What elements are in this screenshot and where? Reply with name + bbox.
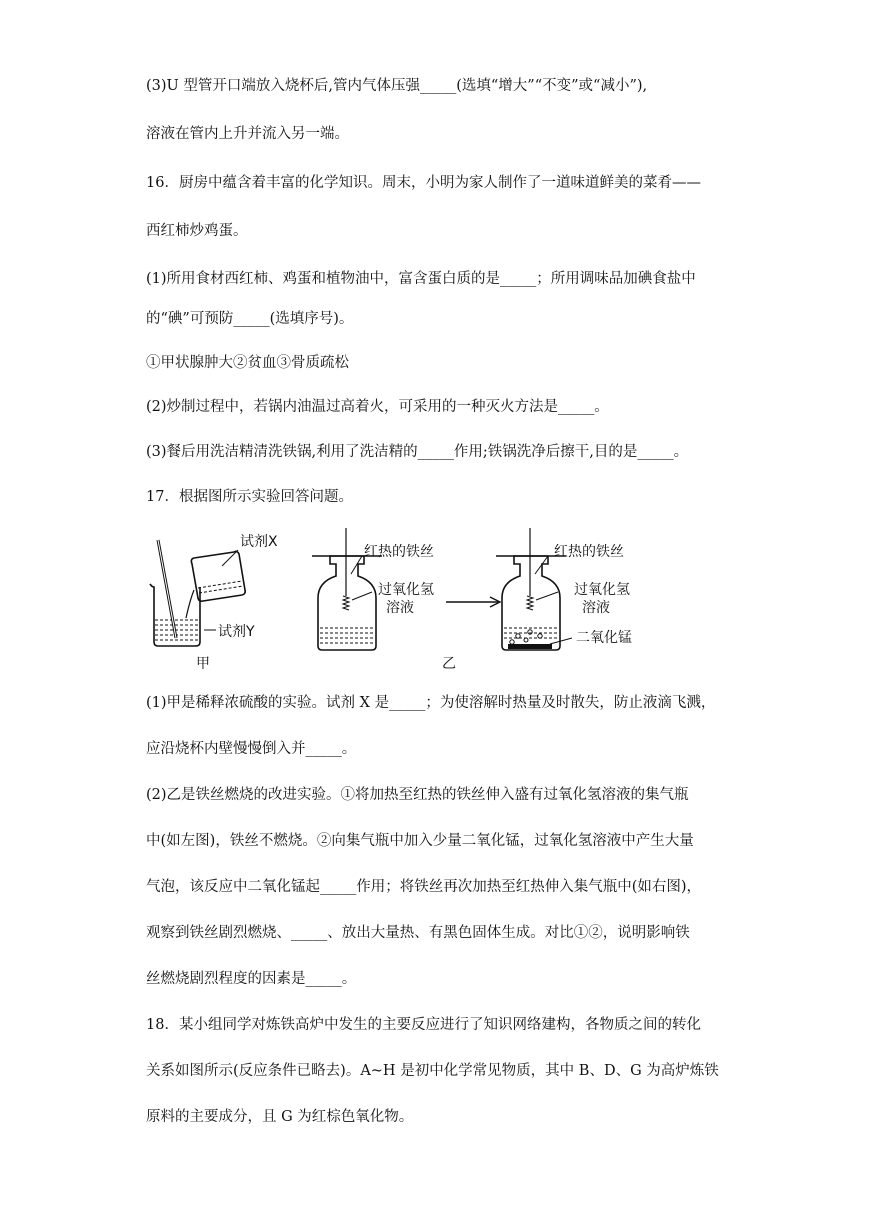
question-17-stem: 17．根据图所示实验回答问题。	[146, 489, 353, 505]
text-line: 的“碘”可预防_____(选填序号)。	[146, 311, 354, 327]
figure-jia-label: 甲	[196, 656, 210, 672]
reagent-y-label: 试剂Y	[218, 624, 255, 640]
text-line: 中(如左图)，铁丝不燃烧。②向集气瓶中加入少量二氧化锰，过氧化氢溶液中产生大量	[146, 833, 694, 849]
h2o2-label-right-2: 溶液	[582, 600, 610, 616]
text-line: 西红柿炒鸡蛋。	[146, 223, 248, 239]
mno2-label: 二氧化锰	[576, 630, 632, 646]
h2o2-label-left-1: 过氧化氢	[378, 582, 434, 598]
hot-iron-wire-label-left: 红热的铁丝	[364, 544, 434, 560]
text-line: 观察到铁丝剧烈燃烧、_____、放出大量热、有黑色固体生成。对比①②，说明影响铁	[146, 925, 690, 941]
text-line: 原料的主要成分，且 G 为红棕色氧化物。	[146, 1109, 414, 1125]
text-line: (1)甲是稀释浓硫酸的实验。试剂 X 是_____；为使溶解时热量及时散失，防止液滴飞溅，	[146, 695, 716, 711]
question-16-stem: 16．厨房中蕴含着丰富的化学知识。周末，小明为家人制作了一道味道鲜美的菜肴——	[146, 175, 701, 191]
text-line: 关系如图所示(反应条件已略去)。A~H 是初中化学常见物质，其中 B、D、G 为高炉炼铁	[146, 1063, 719, 1079]
experiment-figure	[146, 526, 666, 676]
text-line: (1)所用食材西红柿、鸡蛋和植物油中，富含蛋白质的是_____；所用调味品加碘食盐中	[146, 271, 696, 287]
text-line: 应沿烧杯内壁慢慢倒入并_____。	[146, 741, 357, 757]
text-line: (2)炒制过程中，若锅内油温过高着火，可采用的一种灭火方法是_____。	[146, 399, 609, 415]
text-line: 溶液在管内上升并流入另一端。	[146, 126, 349, 142]
h2o2-label-right-1: 过氧化氢	[574, 582, 630, 598]
text-line: (2)乙是铁丝燃烧的改进实验。①将加热至红热的铁丝伸入盛有过氧化氢溶液的集气瓶	[146, 787, 689, 803]
text-line: 丝燃烧剧烈程度的因素是_____。	[146, 971, 357, 987]
figure-yi-label: 乙	[442, 656, 456, 672]
text-line: (3)U 型管开口端放入烧杯后,管内气体压强_____(选填“增大”“不变”或“减小”),	[146, 78, 648, 94]
text-line: 气泡，该反应中二氧化锰起_____作用；将铁丝再次加热至红热伸入集气瓶中(如右图)，	[146, 879, 702, 895]
hot-iron-wire-label-right: 红热的铁丝	[554, 544, 624, 560]
text-line: (3)餐后用洗洁精清洗铁锅,利用了洗洁精的_____作用;铁锅洗净后擦干,目的是_____。	[146, 444, 689, 460]
reagent-x-label: 试剂X	[240, 534, 278, 550]
question-18-stem: 18．某小组同学对炼铁高炉中发生的主要反应进行了知识网络建构，各物质之间的转化	[146, 1017, 701, 1033]
options-line: ①甲状腺肿大②贫血③骨质疏松	[146, 355, 349, 371]
h2o2-label-left-2: 溶液	[386, 600, 414, 616]
